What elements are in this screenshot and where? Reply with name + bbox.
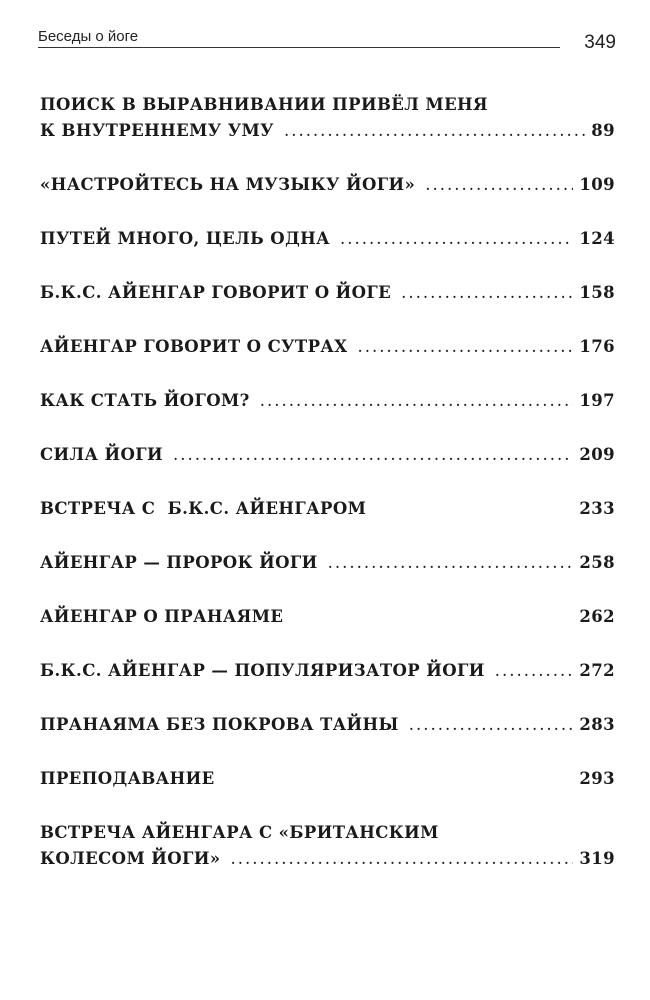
toc-entry bbox=[40, 92, 615, 144]
toc-entry-page: 124 bbox=[579, 229, 615, 248]
dot-leader bbox=[328, 550, 574, 576]
dot-leader bbox=[340, 226, 573, 252]
toc-entry-page: 293 bbox=[579, 769, 615, 788]
toc-entry bbox=[40, 550, 615, 576]
toc-entry-title: Б.К.С. АЙЕНГАР ГОВОРИТ О ЙОГЕ bbox=[40, 283, 392, 302]
dot-leader bbox=[260, 388, 574, 414]
toc-entry bbox=[40, 604, 615, 630]
toc-entry-page: 233 bbox=[579, 499, 615, 518]
toc-entry-title: АЙЕНГАР О ПРАНАЯМЕ bbox=[40, 607, 284, 626]
dot-leader bbox=[173, 442, 573, 468]
toc-entry bbox=[40, 388, 615, 414]
toc-entry bbox=[40, 658, 615, 684]
toc-entry bbox=[40, 496, 615, 522]
toc-entry-title: КОЛЕСОМ ЙОГИ» bbox=[40, 849, 221, 868]
toc-entry-title: СИЛА ЙОГИ bbox=[40, 445, 164, 464]
toc-entry bbox=[40, 820, 615, 872]
toc-entry-title: Б.К.С. АЙЕНГАР — ПОПУЛЯРИЗАТОР ЙОГИ bbox=[40, 661, 485, 680]
dot-leader bbox=[357, 334, 573, 360]
toc-entry-title: «НАСТРОЙТЕСЬ НА МУЗЫКУ ЙОГИ» bbox=[40, 175, 416, 194]
toc-entry-title: КАК СТАТЬ ЙОГОМ? bbox=[40, 391, 250, 410]
toc-entry-page: 283 bbox=[579, 715, 615, 734]
table-of-contents bbox=[40, 92, 615, 872]
dot-leader bbox=[231, 846, 574, 872]
toc-entry-title: ПРЕПОДАВАНИЕ bbox=[40, 769, 215, 788]
dot-leader bbox=[409, 712, 574, 738]
toc-entry bbox=[40, 766, 615, 792]
toc-entry-page: 176 bbox=[579, 337, 615, 356]
toc-entry-title: АЙЕНГАР — ПРОРОК ЙОГИ bbox=[40, 553, 318, 572]
toc-entry-title: К ВНУТРЕННЕМУ УМУ bbox=[40, 121, 274, 140]
dot-leader bbox=[284, 118, 585, 144]
toc-entry bbox=[40, 280, 615, 306]
toc-entry-page: 89 bbox=[591, 121, 615, 140]
dot-leader bbox=[495, 658, 574, 684]
dot-leader bbox=[425, 172, 573, 198]
toc-entry bbox=[40, 226, 615, 252]
toc-entry-page: 109 bbox=[579, 175, 615, 194]
toc-entry-page: 262 bbox=[579, 607, 615, 626]
dot-leader bbox=[401, 280, 573, 306]
running-title: Беседы о йоге bbox=[38, 28, 139, 45]
toc-entry-page: 258 bbox=[579, 553, 615, 572]
page-number: 349 bbox=[584, 32, 616, 53]
toc-entry bbox=[40, 442, 615, 468]
toc-entry bbox=[40, 334, 615, 360]
toc-entry-page: 197 bbox=[579, 391, 615, 410]
page-header bbox=[38, 26, 616, 56]
toc-entry-title: ВСТРЕЧА С Б.К.С. АЙЕНГАРОМ bbox=[40, 499, 367, 518]
toc-entry-title: ПРАНАЯМА БЕЗ ПОКРОВА ТАЙНЫ bbox=[40, 715, 399, 734]
header-rule bbox=[38, 47, 560, 48]
toc-entry-page: 209 bbox=[579, 445, 615, 464]
toc-entry-title: АЙЕНГАР ГОВОРИТ О СУТРАХ bbox=[40, 337, 348, 356]
toc-entry bbox=[40, 712, 615, 738]
toc-entry-page: 319 bbox=[579, 849, 615, 868]
toc-entry-page: 272 bbox=[579, 661, 615, 680]
toc-entry bbox=[40, 172, 615, 198]
toc-entry-title-line: ПОИСК В ВЫРАВНИВАНИИ ПРИВЁЛ МЕНЯ bbox=[40, 95, 488, 114]
toc-entry-title: ПУТЕЙ МНОГО, ЦЕЛЬ ОДНА bbox=[40, 229, 330, 248]
toc-entry-page: 158 bbox=[579, 283, 615, 302]
toc-entry-title-line: ВСТРЕЧА АЙЕНГАРА С «БРИТАНСКИМ bbox=[40, 823, 439, 842]
